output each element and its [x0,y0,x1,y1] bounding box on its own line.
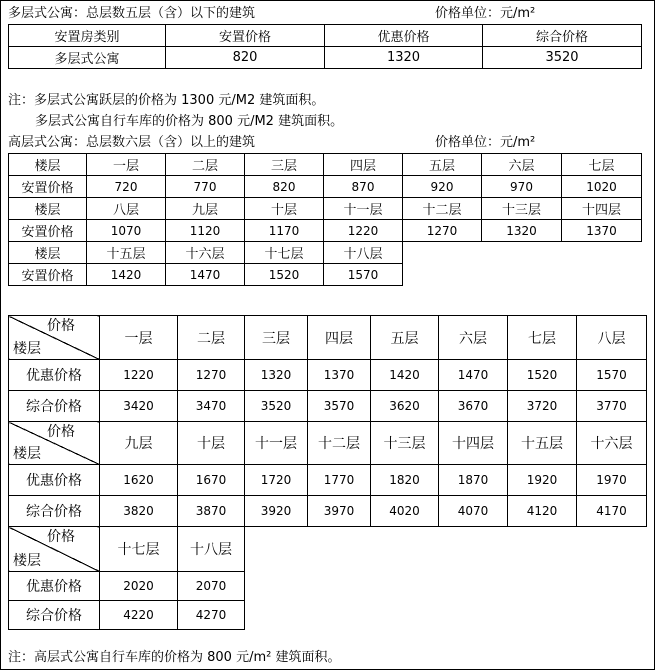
empty-cell [245,527,647,572]
floor-cell: 四层 [324,154,403,176]
floor-cell: 三层 [245,316,308,360]
floor-cell: 十三层 [482,198,562,220]
floor-cell: 十层 [178,422,245,465]
price-cell: 1520 [245,264,324,286]
empty-cell [403,242,642,264]
table-header-row [9,25,642,47]
floor-cell: 一层 [100,316,178,360]
note-bike-garage: 多层式公寓自行车库的价格为 800 元/M2 建筑面积。 [35,114,344,129]
floor-cell: 四层 [308,316,371,360]
price-cell: 1070 [87,220,166,242]
footer-note: 注：高层式公寓自行车库的价格为 800 元/m² 建筑面积。 [8,650,341,665]
price-cell: 3520 [245,391,308,422]
price-cell: 3470 [178,391,245,422]
diag-label-price: 价格 [47,318,75,334]
row-label: 安置价格 [9,220,87,242]
price-cell: 1220 [324,220,403,242]
floor-cell: 十五层 [87,242,166,264]
table-row [9,47,642,69]
floor-cell: 五层 [371,316,439,360]
floor-cell: 十四层 [562,198,642,220]
price-cell: 1570 [577,360,647,391]
price-cell: 1270 [403,220,482,242]
price-cell: 4020 [371,496,439,527]
price-row [9,601,647,630]
price-cell: 1370 [308,360,371,391]
floor-cell: 二层 [178,316,245,360]
floor-cell: 十三层 [371,422,439,465]
floor-cell: 六层 [439,316,508,360]
price-cell: 1920 [508,465,577,496]
multi-storey-price-table [8,24,642,69]
price-cell: 1470 [166,264,245,286]
section1-title: 多层式公寓：总层数五层（含）以下的建筑 [8,6,256,21]
price-cell: 770 [166,176,245,198]
row-label: 优惠价格 [9,360,100,391]
floor-cell: 十一层 [324,198,403,220]
price-cell: 820 [245,176,324,198]
floor-cell: 三层 [245,154,324,176]
floor-cell: 七层 [508,316,577,360]
price-cell: 4170 [577,496,647,527]
diagonal-header-cell [9,422,100,465]
floor-row [9,527,647,572]
floor-cell: 十八层 [324,242,403,264]
floor-cell: 六层 [482,154,562,176]
row-label: 综合价格 [9,496,100,527]
price-cell: 1820 [371,465,439,496]
price-cell: 3870 [178,496,245,527]
diag-label-price: 价格 [47,529,75,545]
high-rise-resettlement-table [8,153,642,286]
empty-cell [245,601,647,630]
price-cell: 3970 [308,496,371,527]
price-cell: 1320 [482,220,562,242]
row-label: 优惠价格 [9,465,100,496]
floor-cell: 十八层 [178,527,245,572]
price-cell: 1470 [439,360,508,391]
header-cell: 安置价格 [166,25,325,47]
price-cell: 4270 [178,601,245,630]
floor-cell: 十七层 [245,242,324,264]
empty-cell [403,264,642,286]
price-row [9,572,647,601]
floor-cell: 九层 [100,422,178,465]
price-row [9,264,642,286]
floor-cell: 十二层 [308,422,371,465]
section2-unit: 价格单位：元/m² [435,135,536,150]
diag-label-price: 价格 [47,424,75,440]
diag-label-floor: 楼层 [13,553,41,569]
price-cell: 3920 [245,496,308,527]
price-row [9,176,642,198]
diagonal-header-cell [9,316,100,360]
price-cell: 3670 [439,391,508,422]
floor-cell: 八层 [577,316,647,360]
price-cell: 4220 [100,601,178,630]
floor-cell: 五层 [403,154,482,176]
floor-cell: 十二层 [403,198,482,220]
row-label: 楼层 [9,198,87,220]
floor-cell: 九层 [166,198,245,220]
price-cell: 1870 [439,465,508,496]
diag-label-floor: 楼层 [13,446,41,462]
price-cell: 3420 [100,391,178,422]
price-cell: 1270 [178,360,245,391]
price-cell: 3820 [100,496,178,527]
header-cell: 优惠价格 [325,25,483,47]
price-cell: 720 [87,176,166,198]
price-cell: 920 [403,176,482,198]
empty-cell [245,572,647,601]
header-cell: 综合价格 [483,25,642,47]
floor-cell: 十六层 [577,422,647,465]
row-label: 安置价格 [9,264,87,286]
row-label: 楼层 [9,242,87,264]
price-cell: 3570 [308,391,371,422]
row-label: 优惠价格 [9,572,100,601]
floor-cell: 八层 [87,198,166,220]
price-cell: 3720 [508,391,577,422]
floor-row [9,422,647,465]
price-cell: 2070 [178,572,245,601]
floor-row [9,242,642,264]
floor-cell: 十五层 [508,422,577,465]
diagonal-header-cell [9,527,100,572]
price-row [9,391,647,422]
cell: 多层式公寓 [9,47,166,69]
price-cell: 1420 [87,264,166,286]
diag-label-floor: 楼层 [13,341,41,357]
row-label: 安置价格 [9,176,87,198]
price-cell: 1320 [245,360,308,391]
price-cell: 4120 [508,496,577,527]
cell: 1320 [325,47,483,69]
price-cell: 1520 [508,360,577,391]
price-cell: 870 [324,176,403,198]
price-cell: 970 [482,176,562,198]
floor-row [9,154,642,176]
price-row [9,465,647,496]
price-cell: 3620 [371,391,439,422]
floor-row [9,316,647,360]
high-rise-discount-table [8,315,647,630]
price-cell: 1770 [308,465,371,496]
floor-cell: 十六层 [166,242,245,264]
price-cell: 1620 [100,465,178,496]
price-cell: 1170 [245,220,324,242]
price-cell: 4070 [439,496,508,527]
price-row [9,496,647,527]
cell: 820 [166,47,325,69]
header-cell: 安置房类别 [9,25,166,47]
price-cell: 1720 [245,465,308,496]
cell: 3520 [483,47,642,69]
price-cell: 1670 [178,465,245,496]
price-cell: 1370 [562,220,642,242]
price-cell: 1570 [324,264,403,286]
price-cell: 1120 [166,220,245,242]
price-row [9,360,647,391]
floor-cell: 一层 [87,154,166,176]
floor-cell: 十一层 [245,422,308,465]
floor-cell: 二层 [166,154,245,176]
price-cell: 1970 [577,465,647,496]
row-label: 综合价格 [9,391,100,422]
price-cell: 1420 [371,360,439,391]
section2-title: 高层式公寓：总层数六层（含）以上的建筑 [8,135,256,150]
row-label: 综合价格 [9,601,100,630]
price-cell: 2020 [100,572,178,601]
row-label: 楼层 [9,154,87,176]
note-duplex: 注：多层式公寓跃层的价格为 1300 元/M2 建筑面积。 [8,93,325,108]
floor-cell: 十四层 [439,422,508,465]
price-cell: 3770 [577,391,647,422]
price-row [9,220,642,242]
floor-row [9,198,642,220]
section1-unit: 价格单位：元/m² [435,6,536,21]
price-cell: 1220 [100,360,178,391]
floor-cell: 七层 [562,154,642,176]
floor-cell: 十层 [245,198,324,220]
floor-cell: 十七层 [100,527,178,572]
price-cell: 1020 [562,176,642,198]
